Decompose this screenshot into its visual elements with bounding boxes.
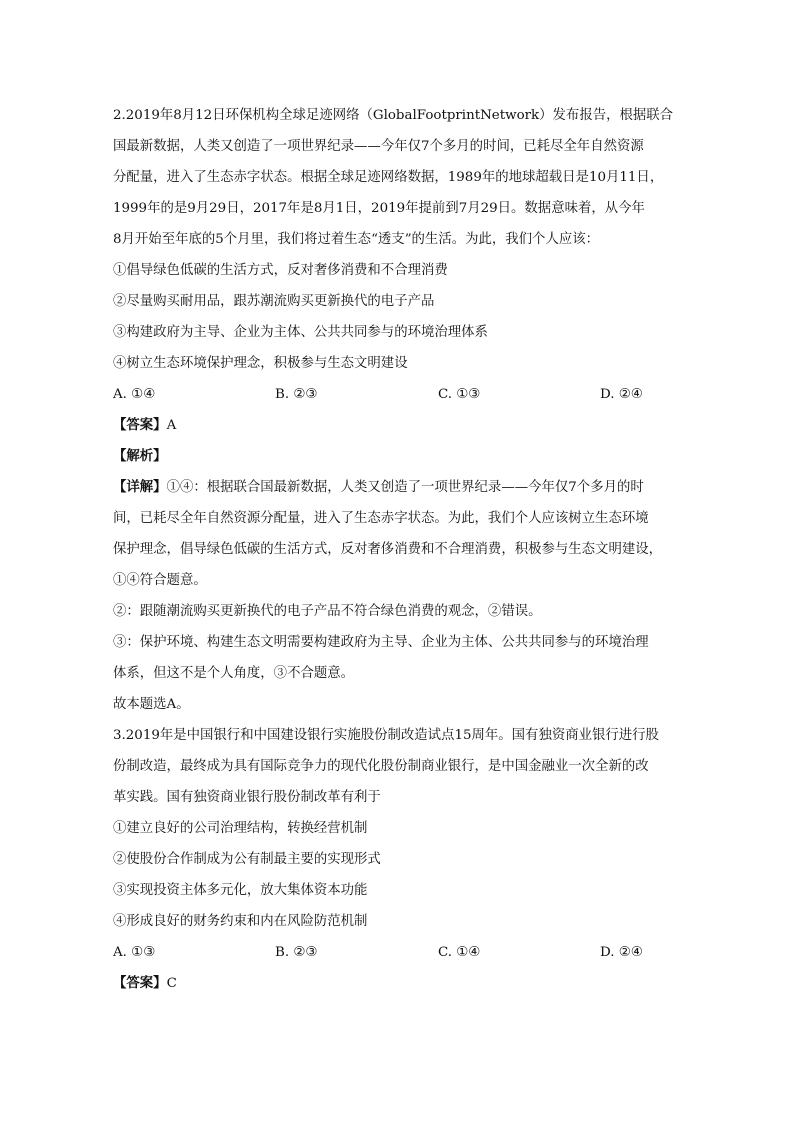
q2-item-2: ②尽量购买耐用品，跟苏潮流购买更新换代的电子产品: [113, 294, 435, 309]
q2-stem-line-1: 2.2019年8月12日环保机构全球足迹网络（GlobalFootprintNetwork）发布报告，根据联合: [113, 108, 674, 123]
q2-detail-label: 【详解】: [113, 479, 167, 495]
q3-stem-line-1: 3.2019年是中国银行和中国建设银行实施股份制改造试点15周年。国有独资商业银行进行股: [113, 728, 659, 743]
q3-item-2: ②使股份合作制成为公有制最主要的实现形式: [113, 852, 381, 867]
q2-analysis-label: 【解析】: [113, 448, 167, 464]
q3-item-3: ③实现投资主体多元化，放大集体资本功能: [113, 883, 368, 898]
q2-item-1: ①倡导绿色低碳的生活方式，反对奢侈消费和不合理消费: [113, 263, 448, 278]
q2-option-c: C. ①③: [438, 387, 481, 402]
q2-detail-line-2: 间，已耗尽全年自然资源分配量，进入了生态赤字状态。为此，我们个人应该树立生态环境: [113, 511, 649, 526]
q2-detail-text-1: ①④：根据联合国最新数据，人类又创造了一项世界纪录——今年仅7个多月的时: [166, 480, 644, 495]
q2-options: [113, 379, 683, 410]
q3-option-d: D. ②④: [600, 945, 643, 960]
q3-stem-line-3: 革实践。国有独资商业银行股份制改革有利于: [113, 790, 381, 805]
question-2: [113, 100, 683, 720]
q2-stem-line-3: 分配量，进入了生态赤字状态。根据全球足迹网络数据，1989年的地球超载日是10月11日，: [113, 170, 664, 185]
q2-option-a: A. ①④: [113, 387, 156, 402]
q2-stem-line-5: 8月开始至年底的5个月里，我们将过着生态“透支”的生活。为此，我们个人应该：: [113, 232, 600, 247]
q2-option-d: D. ②④: [600, 387, 643, 402]
q2-detail-line-4: ①④符合题意。: [113, 573, 207, 588]
question-3: [113, 720, 683, 999]
q2-stem-line-2: 国最新数据，人类又创造了一项世界纪录——今年仅7个多月的时间，已耗尽全年自然资源: [113, 139, 644, 154]
q2-stem-line-4: 1999年的是9月29日，2017年是8月1日，2019年提前到7月29日。数据意味着，从今年: [113, 201, 645, 216]
q3-option-a: A. ①③: [113, 945, 156, 960]
q2-conclusion: 故本题选A。: [113, 697, 190, 712]
q3-answer-value: C: [166, 976, 177, 991]
q3-options: [113, 937, 683, 968]
q2-note-1: ②：跟随潮流购买更新换代的电子产品不符合绿色消费的观念，②错误。: [113, 604, 542, 619]
q2-item-3: ③构建政府为主导、企业为主体、公共共同参与的环境治理体系: [113, 325, 488, 340]
document-page: [113, 100, 683, 999]
q2-detail-line-1: [113, 472, 683, 503]
q2-item-4: ④树立生态环境保护理念，积极参与生态文明建设: [113, 356, 408, 371]
q2-answer: [113, 410, 683, 441]
q3-item-1: ①建立良好的公司治理结构，转换经营机制: [113, 821, 368, 836]
q2-note-2: ③：保护环境、构建生态文明需要构建政府为主导、企业为主体、公共共同参与的环境治理: [113, 635, 649, 650]
q2-option-b: B. ②③: [275, 387, 318, 402]
q2-answer-label: 【答案】: [113, 417, 167, 433]
q3-option-b: B. ②③: [275, 945, 318, 960]
q3-answer: [113, 968, 683, 999]
q3-item-4: ④形成良好的财务约束和内在风险防范机制: [113, 914, 368, 929]
q3-option-c: C. ①④: [438, 945, 481, 960]
q2-detail-line-3: 保护理念，倡导绿色低碳的生活方式，反对奢侈消费和不合理消费，积极参与生态文明建设，: [113, 542, 663, 557]
q2-answer-value: A: [166, 418, 177, 433]
q3-answer-label: 【答案】: [113, 975, 167, 991]
q3-stem-line-2: 份制改造，最终成为具有国际竞争力的现代化股份制商业银行，是中国金融业一次全新的改: [113, 759, 649, 774]
q2-note-3: 体系，但这不是个人角度，③不合题意。: [113, 666, 355, 681]
